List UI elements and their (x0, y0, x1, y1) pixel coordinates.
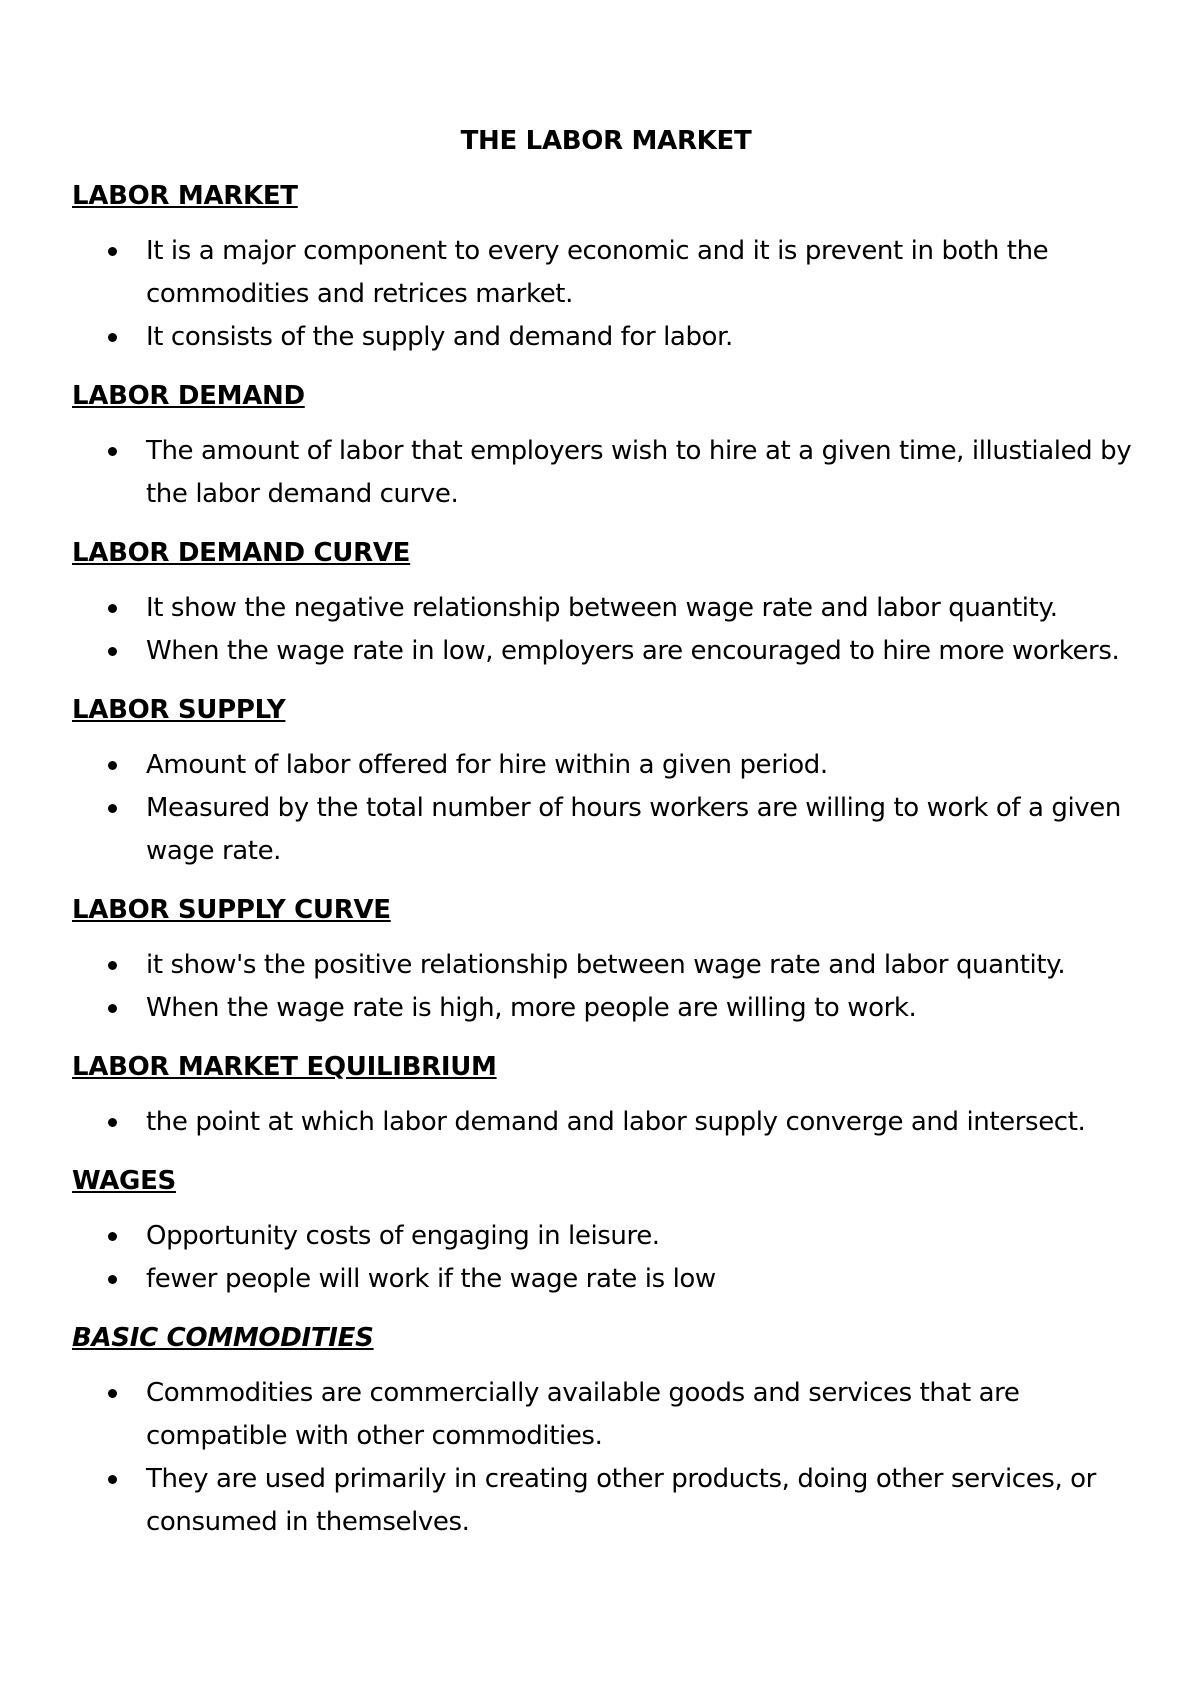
bullet-icon (108, 604, 117, 613)
list-item: When the wage rate in low, employers are encouraged to hire more workers. (72, 630, 1140, 673)
list-item: the point at which labor demand and labor supply converge and intersect. (72, 1101, 1140, 1144)
list-item: It show the negative relationship between wage rate and labor quantity. (72, 587, 1140, 630)
heading-labor-market-equilibrium: LABOR MARKET EQUILIBRIUM (72, 1052, 497, 1082)
heading-labor-supply: LABOR SUPPLY (72, 695, 286, 725)
bullet-icon (108, 1232, 117, 1241)
list-item: Commodities are commercially available goods and services that are compatible with other commodities. (72, 1372, 1140, 1458)
bullet-icon (108, 247, 117, 256)
list-item: They are used primarily in creating other products, doing other services, or consumed in themselves. (72, 1458, 1140, 1544)
list-item: Amount of labor offered for hire within a given period. (72, 744, 1140, 787)
bullet-icon (108, 1118, 117, 1127)
list-item: Opportunity costs of engaging in leisure. (72, 1215, 1140, 1258)
heading-wages: WAGES (72, 1166, 176, 1196)
bullet-icon (108, 961, 117, 970)
bullet-icon (108, 804, 117, 813)
list-item: It consists of the supply and demand for labor. (72, 316, 1140, 359)
list-item: fewer people will work if the wage rate is low (72, 1258, 1140, 1301)
list-labor-supply-curve (72, 944, 1140, 1030)
list-labor-market-equilibrium (72, 1101, 1140, 1144)
list-item: Measured by the total number of hours workers are willing to work of a given wage rate. (72, 787, 1140, 873)
list-basic-commodities (72, 1372, 1140, 1544)
list-labor-supply (72, 744, 1140, 873)
bullet-icon (108, 1389, 117, 1398)
document-title: THE LABOR MARKET (460, 126, 752, 156)
bullet-icon (108, 761, 117, 770)
heading-labor-market: LABOR MARKET (72, 181, 298, 211)
list-item: It is a major component to every economic and it is prevent in both the commodities and retrices market. (72, 230, 1140, 316)
heading-basic-commodities: BASIC COMMODITIES (72, 1323, 374, 1353)
heading-labor-demand: LABOR DEMAND (72, 381, 305, 411)
heading-labor-demand-curve: LABOR DEMAND CURVE (72, 538, 411, 568)
list-item: When the wage rate is high, more people are willing to work. (72, 987, 1140, 1030)
bullet-icon (108, 333, 117, 342)
list-wages (72, 1215, 1140, 1301)
list-labor-market (72, 230, 1140, 359)
list-item: The amount of labor that employers wish to hire at a given time, illustialed by the labor demand curve. (72, 430, 1140, 516)
bullet-icon (108, 1004, 117, 1013)
bullet-icon (108, 647, 117, 656)
bullet-icon (108, 1475, 117, 1484)
bullet-icon (108, 447, 117, 456)
list-item: it show's the positive relationship between wage rate and labor quantity. (72, 944, 1140, 987)
list-labor-demand-curve (72, 587, 1140, 673)
heading-labor-supply-curve: LABOR SUPPLY CURVE (72, 895, 391, 925)
bullet-icon (108, 1275, 117, 1284)
list-labor-demand (72, 430, 1140, 516)
